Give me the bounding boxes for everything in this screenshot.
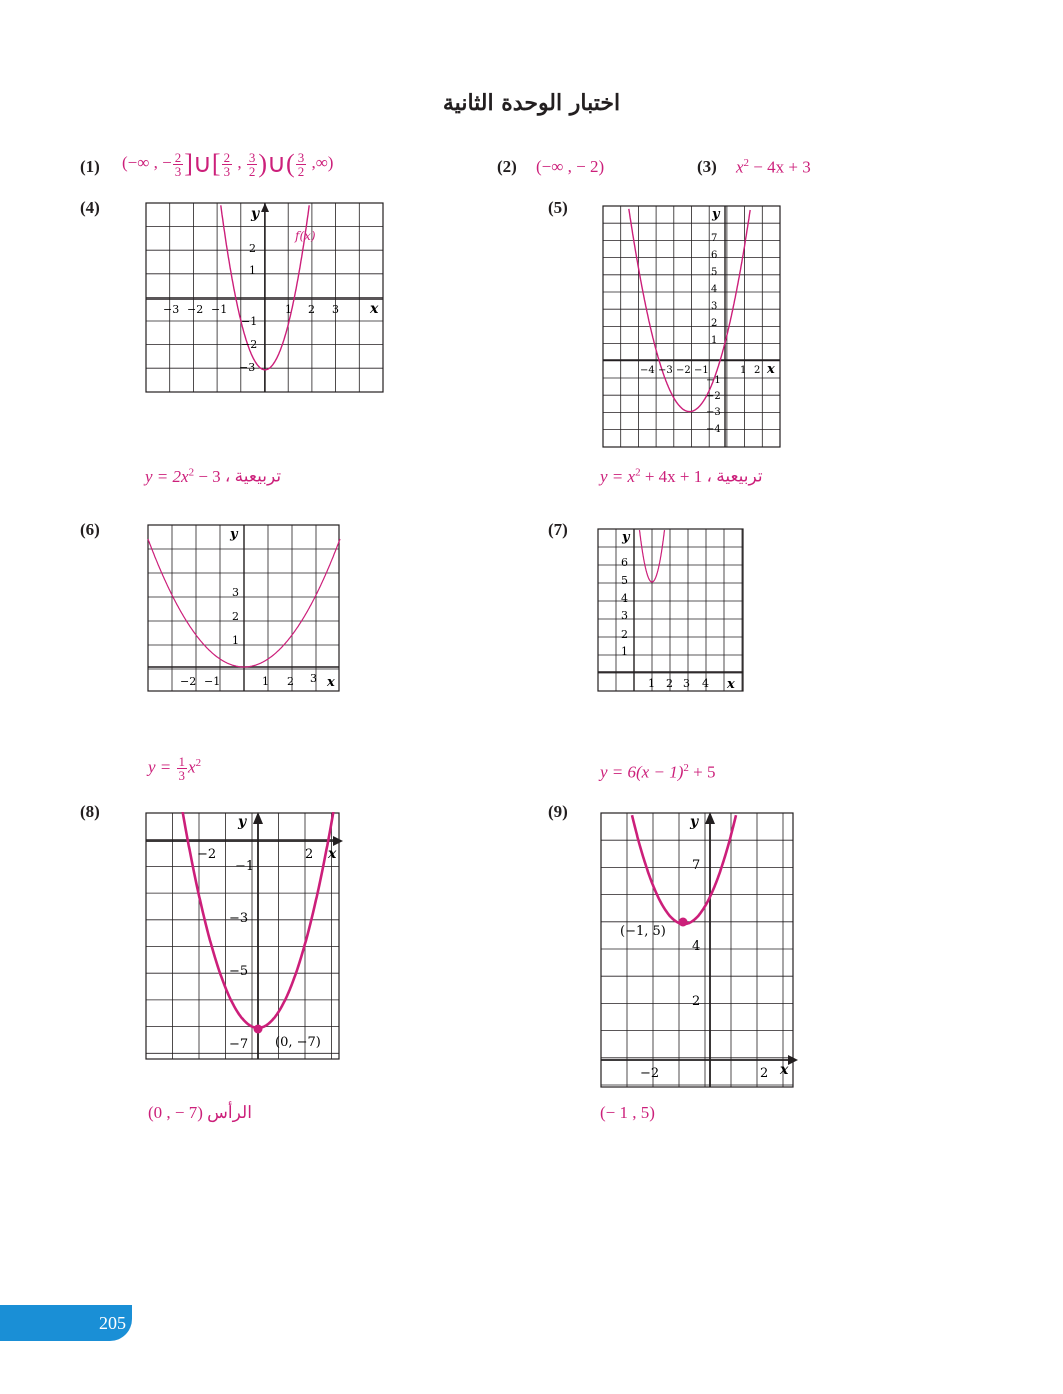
q4-ytick-1: 2 (249, 242, 256, 255)
q1-part-c: , (233, 152, 246, 172)
q4-sup: 2 (188, 466, 195, 478)
q7-ytick-4: 3 (621, 609, 628, 622)
q5-ytick-3: 5 (711, 267, 718, 278)
q6-ytick-2: 2 (232, 610, 239, 623)
q7-xtick-1: 1 (648, 677, 655, 690)
q1-part-e: ,∞) (307, 152, 334, 172)
q4-curve-label: f(x) (295, 229, 316, 243)
q7-ytick-5: 2 (621, 628, 628, 641)
q6-xtick-3: 1 (262, 675, 269, 688)
q6-xtick-5: 3 (310, 672, 317, 685)
q2-answer: (−∞ , − 2) (536, 157, 605, 176)
q3-number: (3) (697, 157, 717, 176)
q8-eq: (0 , − 7) (148, 1103, 203, 1122)
q9-vertex-label: (−1, 5) (620, 924, 666, 939)
q7-grid (598, 529, 743, 691)
q4-eq: y = 2x (145, 466, 189, 486)
q6-x: x (188, 757, 196, 777)
q6-xtick-1: −2 (180, 675, 197, 688)
q2-number: (2) (497, 157, 517, 176)
q9-answer: (− 1 , 5) (600, 1103, 655, 1122)
q5-ytick-1: 7 (711, 233, 718, 244)
q1-d4: 2 (297, 163, 305, 179)
q8-answer (148, 1103, 252, 1123)
page-title: اختبار الوحدة الثانية (442, 90, 621, 116)
q8-vertex-dot (254, 1025, 263, 1034)
q9-y-label: y (690, 814, 699, 830)
q8-graph (145, 812, 343, 1062)
q5-xtick-1: −4 (640, 365, 655, 376)
q5-xtick-6: 2 (754, 365, 761, 376)
q8-ytick-1: −1 (235, 859, 255, 874)
q4-ytick-3: −1 (241, 315, 258, 328)
q1-part-b: ]∪[ (184, 149, 221, 178)
q4-y-arrow (261, 203, 269, 212)
q4-ytick-4: −2 (241, 338, 258, 351)
q7-xtick-2: 2 (666, 677, 673, 690)
q1-part-d: )∪( (258, 149, 295, 178)
q6-number: (6) (80, 520, 100, 539)
q4-xtick-5: 2 (308, 303, 315, 316)
q6-xtick-4: 2 (287, 675, 294, 688)
page-number-tab (0, 1305, 132, 1341)
q7-ytick-3: 4 (621, 592, 628, 605)
q4-number: (4) (80, 198, 100, 217)
q9-number: (9) (548, 802, 568, 821)
q8-y-arrow (253, 812, 263, 824)
q4-ytick-2: 1 (249, 264, 256, 277)
q7-xtick-4: 4 (702, 677, 709, 690)
q6-ytick-3: 1 (232, 634, 239, 647)
q6-den: 3 (178, 768, 186, 783)
q8-x-arrow (333, 836, 343, 846)
q8-number: (8) (80, 802, 100, 821)
q6-xtick-2: −1 (204, 675, 221, 688)
q8-xtick-2: 2 (305, 847, 314, 862)
q5-word: تربيعية ، (706, 466, 763, 486)
q8-ytick-2: −3 (229, 911, 249, 926)
q3-x: x (736, 157, 744, 177)
q7-ytick-1: 6 (621, 556, 628, 569)
q9-x-label: x (780, 1062, 789, 1078)
q8-ytick-4: −7 (229, 1037, 249, 1052)
q4-xtick-2: −2 (187, 303, 204, 316)
q1-d3: 2 (248, 163, 256, 179)
q5-curve (629, 209, 750, 412)
q5-ytick-7: 1 (711, 335, 718, 346)
q7-number: (7) (548, 520, 568, 539)
q5-y-label: y (712, 207, 720, 222)
q1-n4: 3 (297, 149, 305, 165)
q1-d1: 3 (174, 163, 182, 179)
q8-y-label: y (238, 814, 247, 830)
q1-answer (122, 149, 333, 179)
q4-graph (145, 202, 385, 394)
q8-vertex-label: (0, −7) (275, 1035, 321, 1050)
q4-xtick-6: 3 (332, 303, 339, 316)
q5-answer (600, 466, 763, 487)
q7-answer (600, 762, 715, 783)
q5-ytick-8: −1 (706, 375, 721, 386)
q1-part-a: (−∞ , − (122, 152, 172, 172)
q6-num: 1 (178, 754, 186, 769)
q6-y-label: y (230, 527, 238, 542)
q6-eq: y = (148, 757, 172, 777)
q9-xtick-1: −2 (640, 1066, 660, 1081)
q4-answer (145, 466, 281, 487)
q5-graph (602, 205, 782, 449)
q5-xtick-2: −3 (658, 365, 673, 376)
q7-ytick-6: 1 (621, 645, 628, 658)
q5-xtick-3: −2 (676, 365, 691, 376)
q4-xtick-3: −1 (211, 303, 228, 316)
q7-ytick-2: 5 (621, 574, 628, 587)
q5-ytick-11: −4 (706, 424, 721, 435)
q5-rest: + 4x + 1 (640, 466, 703, 486)
q4-xtick-1: −3 (163, 303, 180, 316)
q4-x-label: x (370, 301, 379, 317)
q7-y-label: y (622, 530, 630, 545)
q4-ytick-5: −3 (239, 361, 256, 374)
q6-graph (147, 524, 341, 692)
q4-rest: − 3 (194, 466, 221, 486)
q6-ytick-1: 3 (232, 586, 239, 599)
q6-sup: 2 (195, 756, 202, 769)
q1-d2: 3 (223, 163, 231, 179)
q9-xtick-2: 2 (760, 1066, 769, 1081)
q5-eq: y = x (600, 466, 636, 486)
q9-ytick-3: 2 (692, 994, 701, 1009)
q5-ytick-10: −3 (706, 407, 721, 418)
q4-y-label: y (251, 206, 260, 222)
q1-number: (1) (80, 157, 100, 176)
q7-x-label: x (727, 677, 735, 692)
q6-x-label: x (327, 675, 335, 690)
q4-xtick-4: 1 (285, 303, 292, 316)
q5-xtick-5: 1 (740, 365, 747, 376)
q9-ytick-2: 4 (692, 939, 701, 954)
q1-n2: 2 (223, 149, 231, 165)
q5-number: (5) (548, 198, 568, 217)
q5-xtick-4: −1 (694, 365, 709, 376)
q5-ytick-2: 6 (711, 250, 718, 261)
q8-xtick-1: −2 (197, 847, 217, 862)
q9-y-arrow (705, 812, 715, 824)
q3-rest: − 4x + 3 (749, 157, 811, 177)
q7-rest: + 5 (688, 762, 716, 782)
q7-graph (597, 528, 745, 692)
q3-answer (736, 157, 811, 178)
q8-ytick-3: −5 (229, 964, 249, 979)
q8-x-label: x (328, 846, 337, 862)
q9-curve (632, 815, 736, 924)
q9-graph (600, 812, 798, 1088)
q4-word: تربيعية ، (224, 466, 282, 486)
q5-x-label: x (767, 362, 775, 377)
q6-answer (148, 755, 201, 782)
q7-sup: 2 (683, 762, 689, 774)
q5-sup: 2 (635, 466, 641, 478)
q5-ytick-9: −2 (706, 391, 721, 402)
page-number: 205 (99, 1312, 126, 1333)
q3-sup: 2 (743, 157, 750, 169)
q5-ytick-6: 2 (711, 318, 718, 329)
q8-word: الرأس (207, 1103, 252, 1122)
q9-ytick-1: 7 (692, 858, 701, 873)
q7-xtick-3: 3 (683, 677, 690, 690)
q5-ytick-4: 4 (711, 284, 718, 295)
q1-n1: 2 (174, 149, 182, 165)
q9-vertex-dot (679, 918, 688, 927)
q1-n3: 3 (248, 149, 256, 165)
q7-eq: y = 6(x − 1) (600, 762, 684, 782)
q5-ytick-5: 3 (711, 301, 718, 312)
